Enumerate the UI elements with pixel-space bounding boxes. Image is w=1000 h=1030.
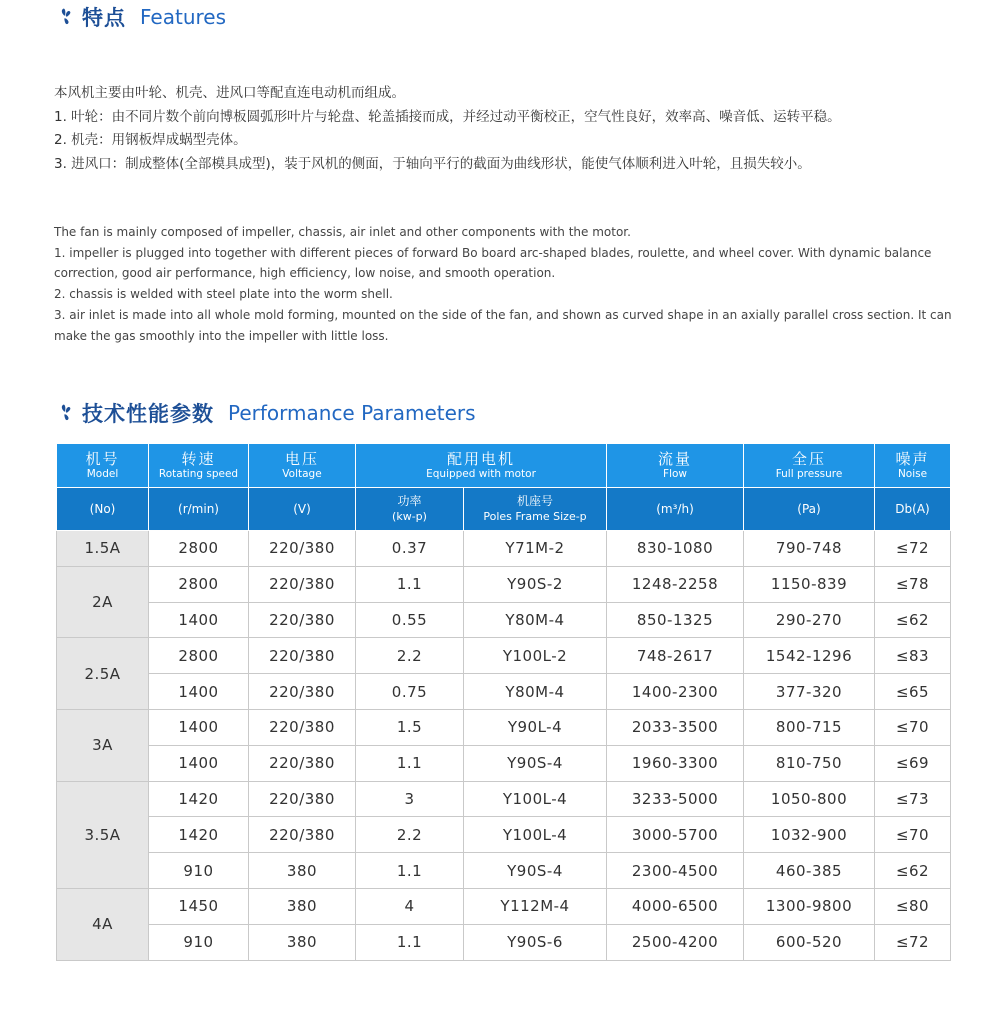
frame-cell: Y112M-4 (464, 888, 607, 924)
pressure-cell: 377-320 (744, 674, 875, 710)
table-row (57, 602, 951, 638)
speed-cell: 2800 (149, 566, 249, 602)
speed-cell: 2800 (149, 531, 249, 567)
en-intro: The fan is mainly composed of impeller, chassis, air inlet and other components with the motor. (54, 225, 631, 239)
noise-cell: ≤80 (875, 888, 951, 924)
flow-cell: 3000-5700 (607, 817, 744, 853)
frame-cell: Y100L-4 (464, 817, 607, 853)
performance-title-cn: 技术性能参数 (82, 402, 214, 426)
frame-cell: Y80M-4 (464, 602, 607, 638)
pressure-cell: 1050-800 (744, 781, 875, 817)
pressure-cell: 1542-1296 (744, 638, 875, 674)
pressure-cell: 1032-900 (744, 817, 875, 853)
speed-cell: 1400 (149, 745, 249, 781)
speed-cell: 2800 (149, 638, 249, 674)
voltage-cell: 220/380 (249, 745, 356, 781)
flow-cell: 748-2617 (607, 638, 744, 674)
speed-cell: 910 (149, 853, 249, 889)
power-cell: 4 (356, 888, 464, 924)
cn-intro: 本风机主要由叶轮、机壳、进风口等配直连电动机而组成。 (54, 85, 405, 101)
model-cell: 2.5A (57, 638, 149, 710)
table-row (57, 709, 951, 745)
power-cell: 0.55 (356, 602, 464, 638)
pressure-cell: 790-748 (744, 531, 875, 567)
frame-cell: Y90S-4 (464, 853, 607, 889)
table-row (57, 674, 951, 710)
unit-pressure: (Pa) (744, 488, 875, 531)
table-row (57, 924, 951, 960)
features-title-en: Features (140, 5, 226, 29)
model-cell: 1.5A (57, 531, 149, 567)
features-title-cn: 特点 (82, 6, 126, 30)
voltage-cell: 380 (249, 853, 356, 889)
speed-cell: 1420 (149, 817, 249, 853)
table-row (57, 531, 951, 567)
fan-blade-icon (54, 402, 76, 424)
features-heading (54, 2, 226, 32)
power-cell: 3 (356, 781, 464, 817)
table-row (57, 781, 951, 817)
frame-cell: Y90S-6 (464, 924, 607, 960)
noise-cell: ≤73 (875, 781, 951, 817)
cn-point-1: 1. 叶轮：由不同片数个前向博板圆弧形叶片与轮盘、轮盖插接而成，并经过动平衡校正，空气性良好，效率高、噪音低、运转平稳。 (54, 108, 841, 125)
frame-cell: Y71M-2 (464, 531, 607, 567)
voltage-cell: 220/380 (249, 709, 356, 745)
table-row (57, 745, 951, 781)
voltage-cell: 220/380 (249, 817, 356, 853)
speed-cell: 1420 (149, 781, 249, 817)
pressure-cell: 600-520 (744, 924, 875, 960)
frame-cell: Y90L-4 (464, 709, 607, 745)
performance-heading (54, 398, 476, 428)
voltage-cell: 220/380 (249, 602, 356, 638)
flow-cell: 1248-2258 (607, 566, 744, 602)
pressure-cell: 800-715 (744, 709, 875, 745)
features-cn-text (54, 82, 954, 176)
col-power-header: 功率 (kw-p) (356, 488, 464, 531)
flow-cell: 1400-2300 (607, 674, 744, 710)
noise-cell: ≤62 (875, 602, 951, 638)
flow-cell: 3233-5000 (607, 781, 744, 817)
voltage-cell: 380 (249, 924, 356, 960)
fan-blade-icon (54, 6, 76, 28)
col-flow-header: 流量 Flow (607, 444, 744, 488)
voltage-cell: 220/380 (249, 674, 356, 710)
pressure-cell: 1150-839 (744, 566, 875, 602)
pressure-cell: 810-750 (744, 745, 875, 781)
performance-title-en: Performance Parameters (228, 401, 476, 425)
col-motor-header: 配用电机 Equipped with motor (356, 444, 607, 488)
en-point-3: 3. air inlet is made into all whole mold forming, mounted on the side of the fan, and shown as curved shape in an axially parallel cross section. It can make the gas smoothly into the impeller with little loss. (54, 307, 952, 343)
power-cell: 1.1 (356, 566, 464, 602)
unit-speed: (r/min) (149, 488, 249, 531)
frame-cell: Y90S-2 (464, 566, 607, 602)
noise-cell: ≤70 (875, 817, 951, 853)
frame-cell: Y100L-2 (464, 638, 607, 674)
noise-cell: ≤62 (875, 853, 951, 889)
speed-cell: 1450 (149, 888, 249, 924)
speed-cell: 1400 (149, 674, 249, 710)
table-row (57, 888, 951, 924)
model-cell: 2A (57, 566, 149, 638)
frame-cell: Y100L-4 (464, 781, 607, 817)
pressure-cell: 1300-9800 (744, 888, 875, 924)
unit-noise: Db(A) (875, 488, 951, 531)
power-cell: 2.2 (356, 638, 464, 674)
model-cell: 4A (57, 888, 149, 960)
frame-cell: Y80M-4 (464, 674, 607, 710)
col-noise-header: 噪声 Noise (875, 444, 951, 488)
speed-cell: 1400 (149, 602, 249, 638)
noise-cell: ≤69 (875, 745, 951, 781)
table-row (57, 566, 951, 602)
pressure-cell: 460-385 (744, 853, 875, 889)
en-point-1: 1. impeller is plugged into together with different pieces of forward Bo board arc-shaped blades, roulette, and wheel cover. With dynamic balance correction, good air performance, high efficiency, low noise, and smooth operation. (54, 245, 932, 281)
power-cell: 0.75 (356, 674, 464, 710)
pressure-cell: 290-270 (744, 602, 875, 638)
unit-model: (No) (57, 488, 149, 531)
power-cell: 2.2 (356, 817, 464, 853)
cn-point-2: 2. 机壳：用钢板焊成蜗型壳体。 (54, 132, 247, 148)
cn-point-3: 3. 进风口：制成整体(全部模具成型)，装于风机的侧面，于轴向平行的截面为曲线形状，能使气体顺利进入叶轮，且损失较小。 (54, 155, 811, 172)
col-speed-header: 转速 Rotating speed (149, 444, 249, 488)
power-cell: 1.1 (356, 924, 464, 960)
voltage-cell: 380 (249, 888, 356, 924)
table-row (57, 638, 951, 674)
speed-cell: 910 (149, 924, 249, 960)
flow-cell: 2033-3500 (607, 709, 744, 745)
unit-voltage: (V) (249, 488, 356, 531)
table-row (57, 853, 951, 889)
flow-cell: 1960-3300 (607, 745, 744, 781)
en-point-2: 2. chassis is welded with steel plate into the worm shell. (54, 287, 393, 302)
power-cell: 1.1 (356, 745, 464, 781)
frame-cell: Y90S-4 (464, 745, 607, 781)
noise-cell: ≤78 (875, 566, 951, 602)
model-cell: 3.5A (57, 781, 149, 888)
noise-cell: ≤70 (875, 709, 951, 745)
voltage-cell: 220/380 (249, 638, 356, 674)
col-voltage-header: 电压 Voltage (249, 444, 356, 488)
voltage-cell: 220/380 (249, 566, 356, 602)
unit-flow: (m³/h) (607, 488, 744, 531)
features-en-text (54, 222, 954, 346)
table-unit-row (57, 488, 951, 531)
voltage-cell: 220/380 (249, 531, 356, 567)
power-cell: 1.1 (356, 853, 464, 889)
flow-cell: 830-1080 (607, 531, 744, 567)
power-cell: 1.5 (356, 709, 464, 745)
table-row (57, 817, 951, 853)
col-frame-header: 机座号 Poles Frame Size-p (464, 488, 607, 531)
flow-cell: 2500-4200 (607, 924, 744, 960)
flow-cell: 4000-6500 (607, 888, 744, 924)
voltage-cell: 220/380 (249, 781, 356, 817)
noise-cell: ≤65 (875, 674, 951, 710)
noise-cell: ≤72 (875, 531, 951, 567)
noise-cell: ≤72 (875, 924, 951, 960)
power-cell: 0.37 (356, 531, 464, 567)
flow-cell: 850-1325 (607, 602, 744, 638)
col-pressure-header: 全压 Full pressure (744, 444, 875, 488)
speed-cell: 1400 (149, 709, 249, 745)
noise-cell: ≤83 (875, 638, 951, 674)
flow-cell: 2300-4500 (607, 853, 744, 889)
performance-table (56, 443, 951, 961)
table-body (57, 531, 951, 961)
model-cell: 3A (57, 709, 149, 781)
table-header-row (57, 444, 951, 488)
col-model-header: 机号 Model (57, 444, 149, 488)
